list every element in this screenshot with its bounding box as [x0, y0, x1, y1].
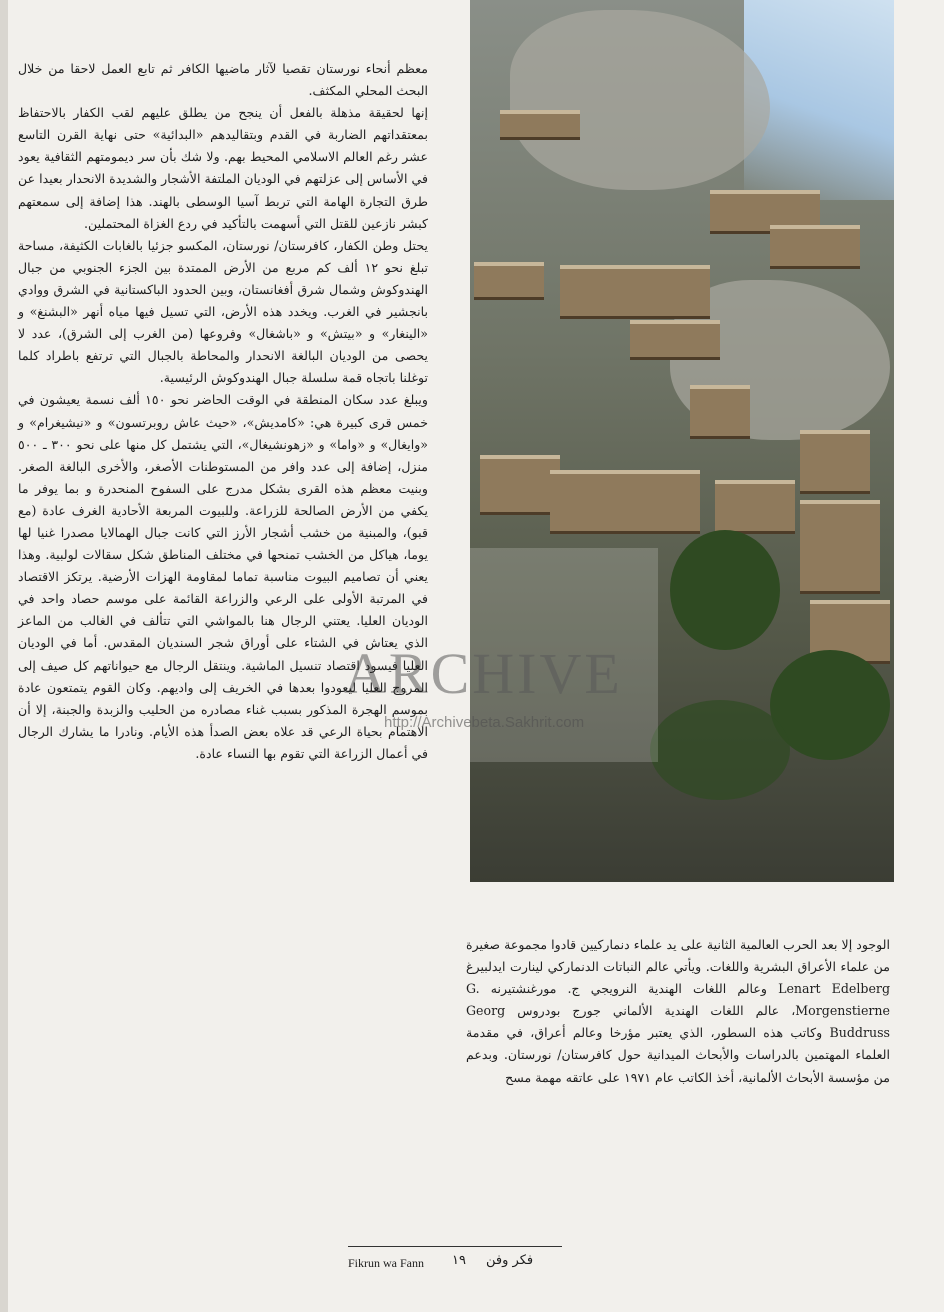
house — [715, 480, 795, 534]
watermark-url: http://Archivebeta.Sakhrit.com — [384, 714, 585, 731]
rock-face — [510, 10, 770, 190]
house — [630, 320, 720, 360]
house — [800, 430, 870, 494]
house — [550, 470, 700, 534]
house — [770, 225, 860, 269]
house — [480, 455, 560, 515]
house — [560, 265, 710, 319]
paragraph: إنها لحقيقة مذهلة بالفعل أن ينجح من يطلق عليهم لقب الكفار بالاحتفاظ بمعتقداتهم الضاربة في القدم وبتقاليدهم «البدائية» حتى نهاية القرن التاسع عشر رغم العالم الاسلامي المحيط بهم. ولا شك بأن سر ديمومتهم الثقافية يعود في الأساس إلى عزلتهم في الوديان الملتفة الأشجار والشديدة الانحدار بعيدا عن طرق التجارة الهامة التي تربط آسيا الوسطى بالهند. هذا إضافة إلى سمعتهم كبشر نازعين للقتل التي أسهمت بالتأكيد في ردع الغزاة المحتملين. — [18, 105, 428, 231]
footer-arabic-title: فكر وفن — [486, 1253, 534, 1268]
house — [500, 110, 580, 140]
page-number: ١٩ — [452, 1253, 466, 1268]
article-bottom-column — [466, 934, 890, 1089]
house — [800, 500, 880, 594]
footer-latin-title: Fikrun wa Fann — [348, 1256, 424, 1270]
watermark-text: ARCHIVE — [344, 641, 623, 706]
paragraph: معظم أنحاء نورستان تقصيا لآثار ماضيها الكافر ثم تابع العمل لاحقا من خلال البحث المحلي المكثف. — [18, 61, 428, 99]
page-edge — [0, 0, 8, 1312]
footer-rule — [348, 1246, 562, 1247]
house — [474, 262, 544, 300]
tree — [650, 700, 790, 800]
tree — [670, 530, 780, 650]
paragraph: ويبلغ عدد سكان المنطقة في الوقت الحاضر نحو ١٥٠ ألف نسمة يعيشون في خمس قرى كبيرة هي: «كامديش»، «حيث عاش روبرتسون» و «نيشيغرام» و «وايغال» و «واما» و «زهونشيغال»، التي يشتمل كل منها على نحو ٣٠٠ ـ ٥٠٠ منزل، إضافة إلى عدد وافر من المستوطنات الأصغر، والأخرى البالغة الصغر. وبنيت معظم هذه القرى بشكل مدرج على السفوح المنحدرة و بما يوفر ما يكفي من الأرض الصالحة للزراعة. وللبيوت المربعة الأحادية الغرف عادة (مع قبو)، والمبنية من خشب أشجار الأرز التي كانت جبال الهمالايا مصدرا غنيا لها يوما، هياكل من الخشب تمنحها في مختلف المناطق شكل سقالات لولبية. وهذا يعني أن تصاميم البيوت مناسبة تماما لمقاومة الهزات الأرضية. يرتكز الاقتصاد في المرتبة الأولى على الرعي والزراعة القائمة على موسم حصاد واحد في الوديان العليا. يعتني الرجال هنا بالمواشي التي تتألف في الغالب من الماعز الذي يعتاش في الشتاء على أوراق شجر السنديان المقدس. أما في الوديان العليا فيسود اقتصاد تنسيل الماشية. وينتقل الرجال مع حيواناتهم كل صيف إلى المروج العليا ليعودوا بعدها في الخريف إلى واديهم. وكان القوم يتمتعون عادة بموسم الهجرة المذكور بسبب غناء مصادره من الحليب والزبدة والجبنة، إلا أن الاهتمام بحياة الرعي قد علاه بعض الصدأ هذه الأيام. ونادرا ما يشارك الرجال في أعمال الزراعة التي تقوم بها النساء عادة. — [18, 392, 429, 761]
house — [690, 385, 750, 439]
paragraph: يحتل وطن الكفار، كافرستان/ نورستان، المكسو جزئيا بالغابات الكثيفة، مساحة تبلغ نحو ١٢ ألف كم مربع من الأرض الممتدة بين الجزء الجنوبي من جبال الهندوكوش وشمال شرق أفغانستان، وبين الحدود الباكستانية في الشرق ووادي بانجشير في الغرب. ويخدد هذه الأرض، التي تسيل فيها مياه أنهر «البشنغ» و «الينغار» و «بيتش» و «باشغال» وفروعها (من الغرب إلى الشرق)، عدد لا يحصى من الوديان البالغة الانحدار والمحاطة بالجبال التي ترتفع باطراد كلما توغلنا باتجاه قمة سلسلة جبال الهندوكوش الرئيسية. — [18, 237, 429, 386]
paragraph: الوجود إلا بعد الحرب العالمية الثانية على يد علماء دنماركيين قادوا مجموعة صغيرة من علماء الأعراق البشرية واللغات. ويأتي عالم النباتات الدنماركي لينارت ايدلبيرغ Lenart Edelberg وعالم اللغات الهندية النرويجي ج. مورغنشتيرنه G. Morgenstierne، عالم اللغات الهندية الألماني جورج بودروس Georg Buddruss وكاتب هذه السطور، الذي يعتبر مؤرخا وعالم أعراق، في مقدمة العلماء المهتمين بالدراسات والأبحاث الميدانية حول كافرستان/ نورستان. وبدعم من مؤسسة الأبحاث الألمانية، أخذ الكاتب عام ١٩٧١ على عاتقه مهمة مسح — [466, 937, 891, 1085]
article-main-column — [18, 58, 428, 765]
